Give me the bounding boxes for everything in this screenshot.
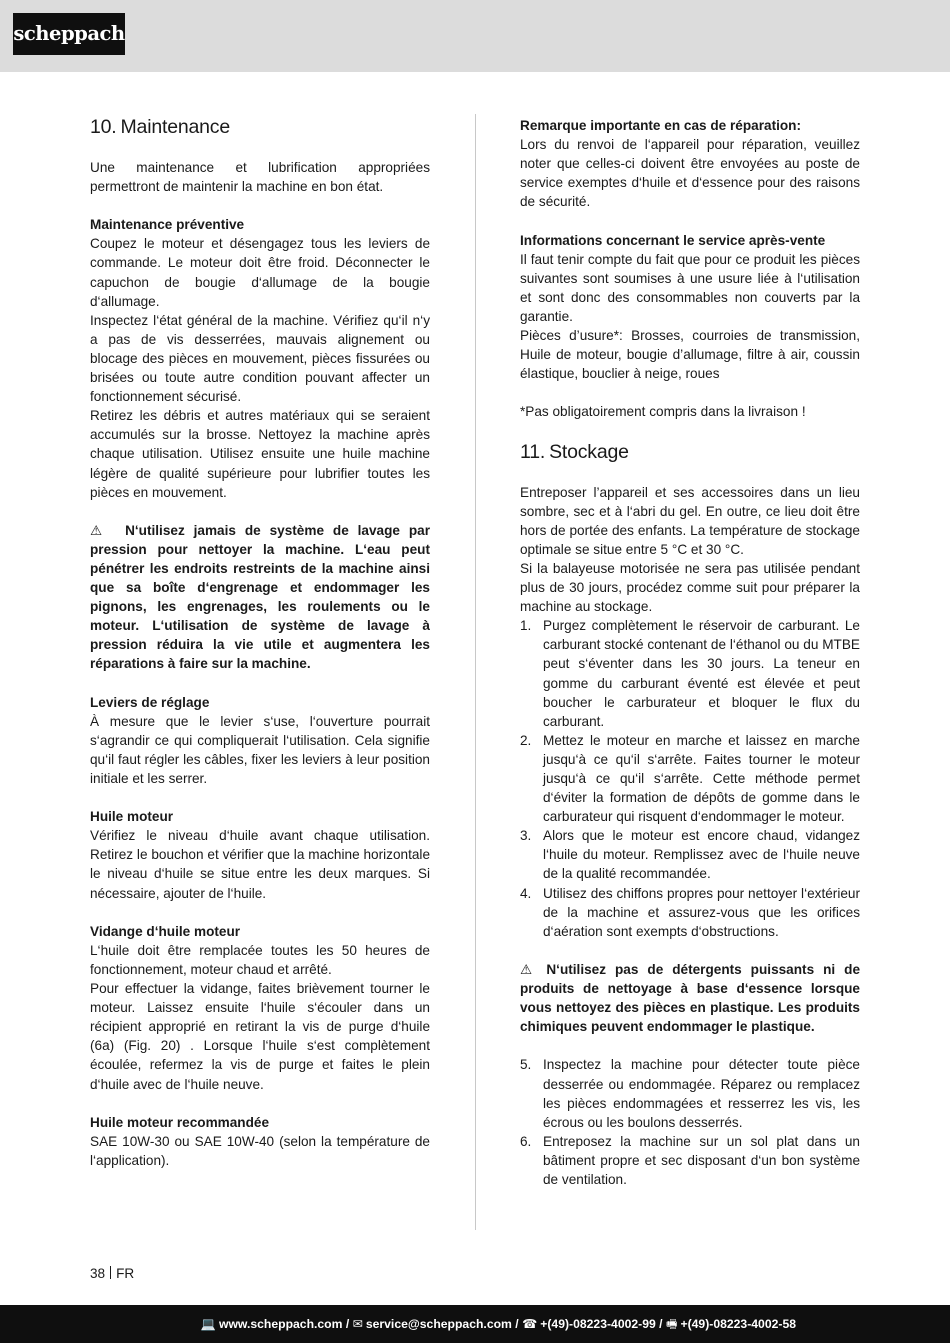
list-item: 1. Purgez complètement le réservoir de carburant. Le carburant stocké contenant de l‘éthanol ou du MTBE peut s‘éventer dans les 30 jours. La teneur en gomme du carburant éventé est élevée et peut boucher le carburateur et bloquer le flux du carburant. xyxy=(520,618,860,729)
page-number-value: 38 xyxy=(90,1266,106,1281)
subheading-levers: Leviers de réglage xyxy=(90,694,210,710)
section-title-text: Stockage xyxy=(549,440,629,463)
paragraph: Entreposer l’appareil et ses accessoires dans un lieu sombre, sec et à l‘abri du gel. En outre, ce lieu doit être hors de portée des enfants. La température de stockage optimale se situe entre 5 °C et 30 °C. xyxy=(520,484,860,557)
scheppach-logo: scheppach xyxy=(13,13,125,55)
list-item: 3. Alors que le moteur est encore chaud, vidangez l‘huile du moteur. Remplissez avec de l‘huile neuve de la qualité recommandée. xyxy=(520,828,860,882)
footer-band: 💻 www.scheppach.com / ✉ service@scheppach.com / ☎ +(49)-08223-4002-99 / 🖷 +(49)-08223-4002-58 xyxy=(0,1305,950,1343)
warning-pressure-washer xyxy=(90,521,430,674)
subheading-engine-oil: Huile moteur xyxy=(90,809,174,825)
storage-steps-a xyxy=(520,616,860,941)
footer-website[interactable]: www.scheppach.com xyxy=(218,1317,343,1331)
section-title-storage xyxy=(520,441,860,463)
left-column xyxy=(90,116,430,1170)
paragraph: Coupez le moteur et désengagez tous les leviers de commande. Le moteur doit être froid. Déconnecter le capuchon de bougie d‘allumage de la bougie d‘allumage. xyxy=(90,236,430,309)
phone-icon: ☎ xyxy=(522,1317,538,1331)
section-number: 10. xyxy=(90,116,117,138)
footer-email[interactable]: service@scheppach.com xyxy=(365,1317,512,1331)
paragraph: À mesure que le levier s‘use, l‘ouverture pourrait s‘agrandir ce qui compliquerait l‘utilisation. Cela signifie qu‘il faut régler les câbles, fixer les leviers à leur position initiale et les serrer. xyxy=(90,713,430,786)
footer-fax: +(49)-08223-4002-58 xyxy=(680,1317,796,1331)
warning-detergents xyxy=(520,960,860,1036)
maintenance-intro: Une maintenance et lubrification appropriées permettront de maintenir la machine en bon état. xyxy=(90,160,430,195)
paragraph: Inspectez l‘état général de la machine. Vérifiez qu‘il n‘y a pas de vis desserrées, mauvais alignement ou blocage des pièces en mouvement, pièces fissurées ou brisées ou toute autre condition pouvant affecter un fonctionnement sécurisé. xyxy=(90,312,430,405)
section-number: 11. xyxy=(520,440,546,463)
paragraph: Pour effectuer la vidange, faites brièvement tourner le moteur. Laissez ensuite l‘huile s‘écouler dans un récipient approprié en retirant la vis de purge d‘huile (6a) (Fig. 20) . Lorsque l‘huile s‘est complètement écoulée, refermez la vis de purge et faites le plein d‘huile avec de l‘huile neuve. xyxy=(90,981,430,1092)
list-item: 2. Mettez le moteur en marche et laissez en marche jusqu‘à ce qu‘il s‘arrête. Faites tourner le moteur jusqu‘à ce qu‘il s‘arrête. Cette méthode permet d‘éviter la formation de dépôts de gomme dans le carburateur qui risquent d‘endommager le moteur. xyxy=(520,732,860,825)
header-band xyxy=(0,0,950,72)
warning-triangle-icon: ⚠ xyxy=(90,522,108,538)
subheading-oil-change: Vidange d‘huile moteur xyxy=(90,923,241,939)
section-title-maintenance xyxy=(90,116,430,138)
subheading-after-sales: Informations concernant le service après-vente xyxy=(520,232,826,248)
warning-triangle-icon: ⚠ xyxy=(520,961,538,977)
paragraph: Il faut tenir compte du fait que pour ce produit les pièces suivantes sont soumises à une usure liée à l‘utilisation et sont donc des consommables non couverts par la garantie. xyxy=(520,251,860,324)
paragraph: Si la balayeuse motorisée ne sera pas utilisée pendant plus de 30 jours, procédez comme suit pour préparer la machine au stockage. xyxy=(520,560,860,615)
footer-phone: +(49)-08223-4002-99 xyxy=(540,1317,656,1331)
warning-text: N‘utilisez jamais de système de lavage par pression pour nettoyer la machine. L‘eau peut pénétrer les endroits restreints de la machine ainsi que sa boîte d‘engrenage et endommager les pignons, les engrenages, les roulements ou le moteur. L‘utilisation de système de lavage à pression réduira la vie utile et augmentera les réparations à faire sur la machine. xyxy=(90,522,430,672)
paragraph: Lors du renvoi de l‘appareil pour réparation, veuillez noter que celles-ci doivent être envoyées au poste de service exemptes d‘huile et d‘essence pour des raisons de sécurité. xyxy=(520,137,860,210)
paragraph: Vérifiez le niveau d‘huile avant chaque utilisation. Retirez le bouchon et vérifier que la machine horizontale le niveau d‘huile se situe entre les deux marques. Si nécessaire, ajouter de l‘huile. xyxy=(90,828,430,901)
paragraph: L‘huile doit être remplacée toutes les 50 heures de fonctionnement, moteur chaud et arrêté. xyxy=(90,942,430,977)
fax-icon: 🖷 xyxy=(665,1317,678,1331)
column-divider xyxy=(475,114,476,1230)
paragraph: Retirez les débris et autres matériaux qui se seraient accumulés sur la brosse. Nettoyez la machine après chaque utilisation. Utilisez ensuite une huile machine légère de qualité supérieure pour lubrifier toutes les pièces en mouvement. xyxy=(90,408,430,500)
subheading-repair-note: Remarque importante en cas de réparation: xyxy=(520,118,802,133)
paragraph: Pièces d’usure*: Brosses, courroies de transmission, Huile de moteur, bougie d’allumage, filtre à air, coussin élastique, bouclier à neige, roues xyxy=(520,328,860,382)
computer-icon: 💻 xyxy=(200,1317,216,1331)
list-item: 6. Entreposez la machine sur un sol plat dans un bâtiment propre et sec disposant d‘un bon système de ventilation. xyxy=(520,1133,860,1187)
section-title-text: Maintenance xyxy=(120,116,230,138)
page-language: FR xyxy=(116,1266,135,1281)
subheading-recommended-oil: Huile moteur recommandée xyxy=(90,1114,270,1130)
list-item: 4. Utilisez des chiffons propres pour nettoyer l‘extérieur de la machine et assurez-vous que les orifices d‘aération sont exempts d‘obstructions. xyxy=(520,885,860,939)
right-column xyxy=(520,116,860,1189)
warning-text: N‘utilisez pas de détergents puissants ni de produits de nettoyage à base d‘essence lorsque vous nettoyez des pièces en plastique. Les produits chimiques peuvent endommager le plastique. xyxy=(520,961,861,1035)
list-item: 5. Inspectez la machine pour détecter toute pièce desserrée ou endommagée. Réparez ou remplacez les pièces endommagées et resserrez les vis, les écrous ou les boulons desserrés. xyxy=(520,1057,860,1130)
footnote: *Pas obligatoirement compris dans la livraison ! xyxy=(520,404,806,420)
subheading-preventive: Maintenance préventive xyxy=(90,217,245,233)
storage-steps-b xyxy=(520,1055,860,1189)
page-number xyxy=(90,1266,134,1281)
paragraph: SAE 10W-30 ou SAE 10W-40 (selon la température de l‘application). xyxy=(90,1133,430,1168)
mail-icon: ✉ xyxy=(352,1317,363,1331)
